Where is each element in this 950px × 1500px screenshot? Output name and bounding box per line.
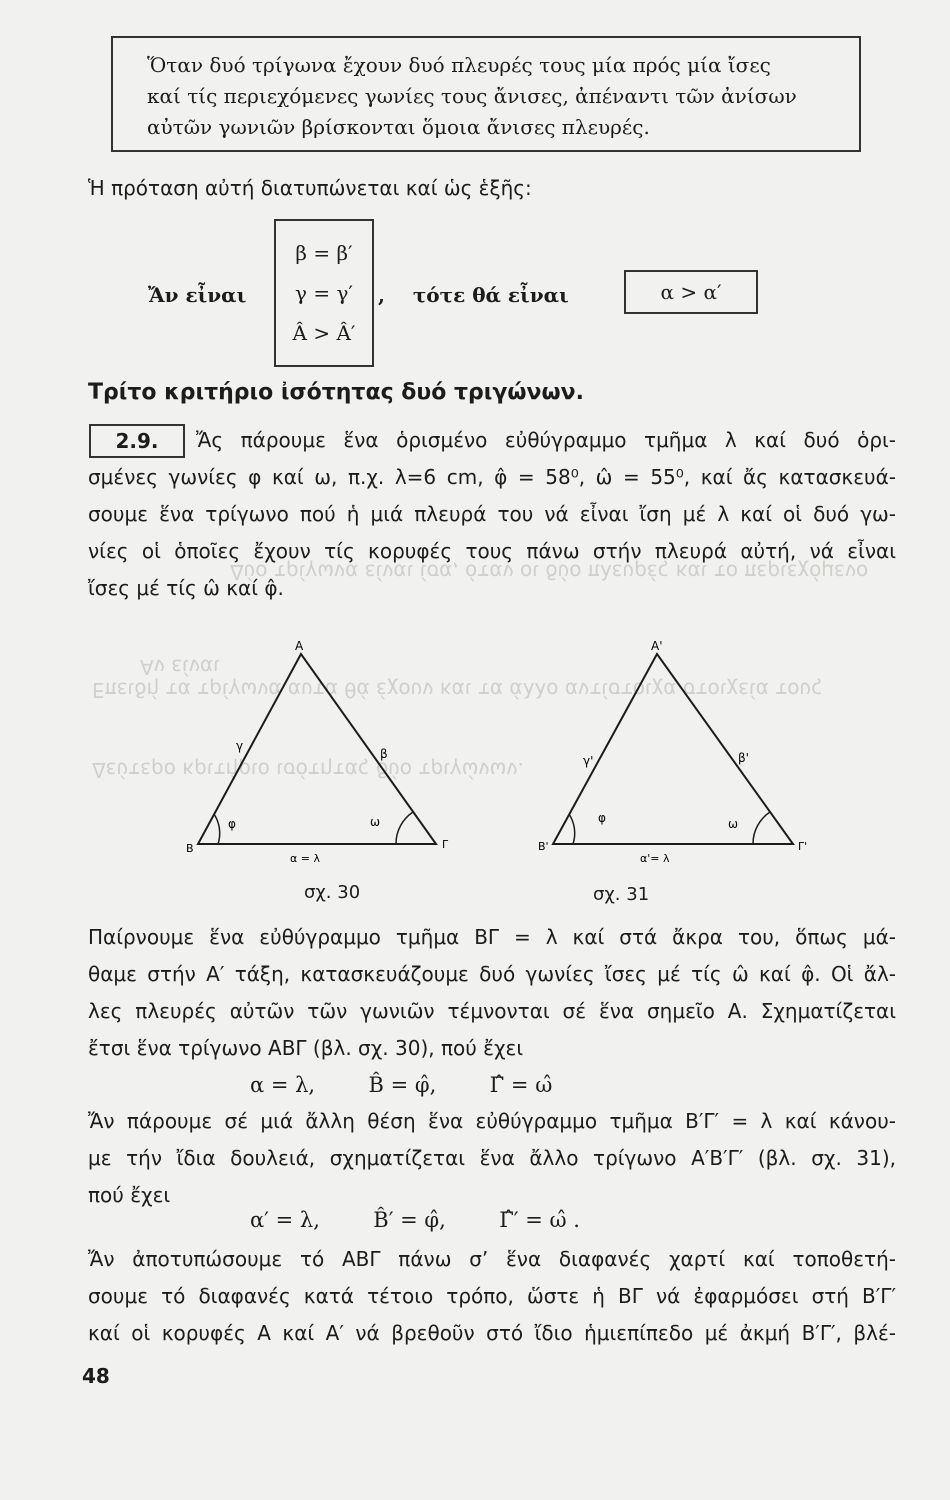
side-gamma: γ <box>236 739 244 753</box>
text-line: Ἄς πάρουμε ἕνα ὁρισμένο εὐθύγραμμο τμῆμα λ καί δυό ὁρι- <box>196 428 896 452</box>
text-line: Ἄν πάρουμε σέ μιά ἄλλη θέση ἕνα εὐθύγραμμο τμῆμα Β′Γ′ = λ καί κάνου- <box>88 1109 896 1133</box>
page-number: 48 <box>82 1364 110 1388</box>
angle-omega: ω <box>370 815 381 829</box>
side-gamma-prime: γ' <box>583 754 594 768</box>
paragraph-2 <box>88 919 896 1067</box>
theorem-line: Ὅταν δυό τρίγωνα ἔχουν δυό πλευρές τους μία πρός μία ἴσες <box>147 53 771 77</box>
caption-fig-30: σχ. 30 <box>304 882 361 903</box>
paragraph-number: 2.9. <box>89 424 185 458</box>
text-line: σουμε τό διαφανές κατά τέτοιο τρόπο, ὥστε ἡ ΒΓ νά ἐφαρμόσει στή Β′Γ′ <box>88 1284 896 1308</box>
text-line: ἔτσι ἕνα τρίγωνο ΑΒΓ (βλ. σχ. 30), πού ἔχει <box>88 1036 524 1060</box>
vertex-b: B <box>186 842 194 855</box>
vertex-a-prime: A' <box>651 640 663 653</box>
section-title: Τρίτο κριτήριο ἰσότητας δυό τριγώνων. <box>88 380 584 405</box>
restatement-text: Ἡ πρόταση αὐτή διατυπώνεται καί ὡς ἑξῆς: <box>88 176 532 200</box>
result-text: α > α′ <box>660 280 722 304</box>
then-label: , τότε θά εἶναι <box>378 283 569 307</box>
vertex-b-prime: B' <box>538 840 549 853</box>
figure-30 <box>0 640 950 940</box>
result-box <box>624 270 758 314</box>
side-beta: β <box>380 747 388 761</box>
vertex-a: A <box>295 640 304 653</box>
text-line: σμένες γωνίες φ καί ω, π.χ. λ=6 cm, φ̂ = 58⁰, ω̂ = 55⁰, καί ἄς κατασκευά- <box>88 465 896 489</box>
angle-phi: φ <box>598 811 606 825</box>
angle-omega-arc <box>753 812 770 844</box>
ghost-text: Επειδή τα τρίγωνα αυτά θά έχουν και τα άλλο αντίστοιχα στοιχεία τους <box>92 678 823 702</box>
equation-1: α = λ, B̂ = φ̂, Γ̂ = ω̂ <box>250 1073 553 1097</box>
angle-phi: φ <box>228 817 236 831</box>
if-label: Ἄν εἶναι <box>148 283 247 307</box>
vertex-g-prime: Γ' <box>798 840 808 853</box>
side-base-prime: α'= λ <box>640 852 670 865</box>
text-line: θαμε στήν Α′ τάξη, κατασκευάζουμε δυό γωνίες ἴσες μέ τίς ω̂ καί φ̂. Οἱ ἄλ- <box>88 962 896 986</box>
angle-omega: ω <box>728 817 739 831</box>
text-line: ἴσες μέ τίς ω̂ καί φ̂. <box>88 576 284 600</box>
condition-3: Â > Â′ <box>292 321 356 345</box>
triangle-abg <box>198 654 436 844</box>
paragraph-1 <box>88 422 896 607</box>
angle-phi-arc <box>214 814 220 844</box>
ghost-text: Αν είναι <box>140 655 220 679</box>
text-line: σουμε ἕνα τρίγωνο πού ἡ μιά πλευρά του νά εἶναι ἴση μέ λ καί οἱ δυό γω- <box>88 502 896 526</box>
condition-2: γ = γ′ <box>295 281 353 305</box>
side-beta-prime: β' <box>738 751 749 765</box>
paragraph-4 <box>88 1241 896 1352</box>
ghost-text: Δύο τρίγωνα είναι ίσα, όταν οι δύο πλευρές και το περιεχόμενο <box>230 560 869 584</box>
angle-omega-arc <box>396 812 413 844</box>
conditions-box <box>274 219 374 367</box>
side-base: α = λ <box>290 852 320 865</box>
text-line: νίες οἱ ὁποῖες ἔχουν τίς κορυφές τους πάνω στήν πλευρά αὐτή, νά εἶναι <box>88 539 896 563</box>
text-line: με τήν ἴδια δουλειά, σχηματίζεται ἕνα ἄλλο τρίγωνο Α′Β′Γ′ (βλ. σχ. 31), <box>88 1146 896 1170</box>
triangle-a-b-g-prime <box>553 654 793 844</box>
vertex-g: Γ <box>442 838 449 851</box>
paragraph-3 <box>88 1103 896 1214</box>
text-line: καί οἱ κορυφές Α καί Α′ νά βρεθοῦν στό ἴδιο ἡμιεπίπεδο μέ ἀκμή Β′Γ′, βλέ- <box>88 1321 896 1345</box>
ghost-text: Δεύτερο κριτήριο ισότητας δύο τριγώνων. <box>92 758 524 782</box>
text-line: Ἄν ἀποτυπώσουμε τό ΑΒΓ πάνω σ’ ἕνα διαφανές χαρτί καί τοποθετή- <box>88 1247 896 1271</box>
angle-phi-arc <box>569 814 575 844</box>
theorem-line: καί τίς περιεχόμενες γωνίες τους ἄνισες, ἀπέναντι τῶν ἀνίσων <box>147 84 797 108</box>
text-line: λες πλευρές αὐτῶν τῶν γωνιῶν τέμνονται σέ ἕνα σημεῖο Α. Σχηματίζεται <box>88 999 896 1023</box>
text-line: Παίρνουμε ἕνα εὐθύγραμμο τμῆμα ΒΓ = λ καί στά ἄκρα του, ὅπως μά- <box>88 925 896 949</box>
caption-fig-31: σχ. 31 <box>593 884 650 905</box>
condition-1: β = β′ <box>295 241 353 265</box>
equation-2: α′ = λ, B̂′ = φ̂, Γ̂′ = ω̂ . <box>250 1208 580 1232</box>
theorem-box <box>111 36 861 152</box>
theorem-line: αὐτῶν γωνιῶν βρίσκονται ὅμοια ἄνισες πλευρές. <box>147 115 650 139</box>
text-line: πού ἔχει <box>88 1183 171 1207</box>
